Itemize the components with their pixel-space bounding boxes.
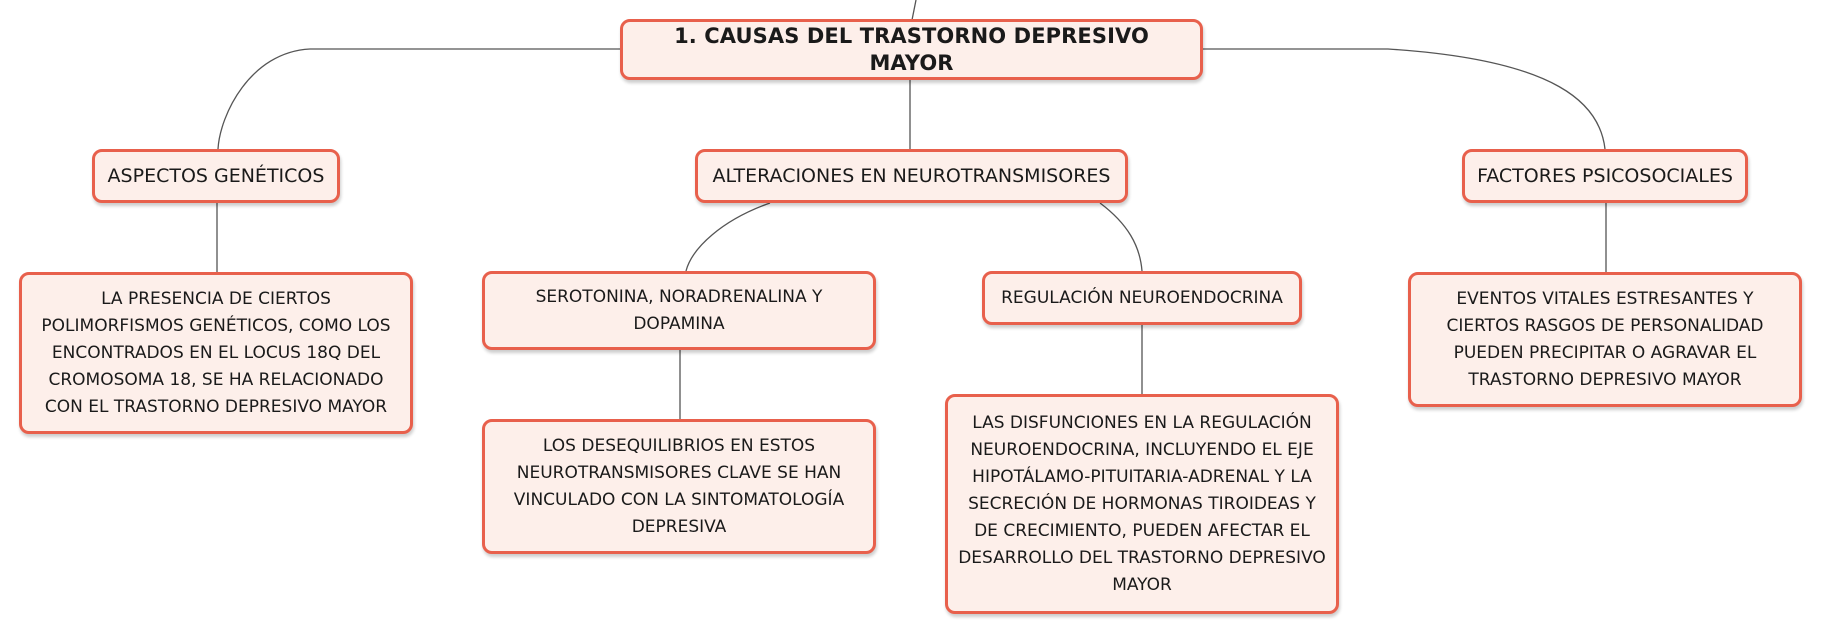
- subtopic-node-neuroendocrine[interactable]: [982, 271, 1302, 325]
- topic-node-label: FACTORES PSICOSOCIALES: [1477, 164, 1733, 187]
- subtopic-node-label: REGULACIÓN NEUROENDOCRINA: [1001, 287, 1283, 308]
- topic-node-label: ASPECTOS GENÉTICOS: [107, 164, 325, 187]
- topic-node-psychosocial-factors[interactable]: [1462, 149, 1748, 203]
- detail-node-label: EVENTOS VITALES ESTRESANTES Y CIERTOS RASGOS DE PERSONALIDAD PUEDEN PRECIPITAR O AGRAVAR EL TRASTORNO DEPRESIVO MAYOR: [1446, 288, 1764, 390]
- connector-neuro-to-serotonin: [686, 203, 770, 271]
- connector-root-to-psychosocial: [1203, 49, 1605, 149]
- detail-node-serotonin[interactable]: [482, 419, 876, 554]
- detail-node-genetic[interactable]: [19, 272, 413, 434]
- topic-node-genetic-aspects[interactable]: [92, 149, 340, 203]
- subtopic-node-label: SEROTONINA, NORADRENALINA Y DOPAMINA: [535, 286, 823, 334]
- detail-node-psychosocial[interactable]: [1408, 272, 1802, 407]
- connector-neuro-to-neuroendocrine: [1100, 203, 1142, 271]
- connector-parent-to-root: [912, 0, 916, 20]
- detail-node-neuroendocrine[interactable]: [945, 394, 1339, 614]
- detail-node-label: LOS DESEQUILIBRIOS EN ESTOS NEUROTRANSMISORES CLAVE SE HAN VINCULADO CON LA SINTOMATOLOGÍA DEPRESIVA: [513, 435, 845, 537]
- connector-root-to-genetic: [218, 49, 620, 149]
- topic-node-label: ALTERACIONES EN NEUROTRANSMISORES: [712, 164, 1111, 187]
- subtopic-node-serotonin[interactable]: [482, 271, 876, 350]
- detail-node-label: LAS DISFUNCIONES EN LA REGULACIÓN NEUROENDOCRINA, INCLUYENDO EL EJE HIPOTÁLAMO-PITUITARIA-ADRENAL Y LA SECRECIÓN DE HORMONAS TIROIDEAS Y DE CRECIMIENTO, PUEDEN AFECTAR EL DESARROLLO DEL TRASTORNO DEPRESIVO MAYOR: [958, 412, 1326, 595]
- topic-node-neurotransmitter-alterations[interactable]: [695, 149, 1128, 203]
- root-node-title[interactable]: [620, 19, 1203, 80]
- detail-node-label: LA PRESENCIA DE CIERTOS POLIMORFISMOS GENÉTICOS, COMO LOS ENCONTRADOS EN EL LOCUS 18Q DEL CROMOSOMA 18, SE HA RELACIONADO CON EL TRASTORNO DEPRESIVO MAYOR: [41, 288, 391, 417]
- root-node-label: 1. CAUSAS DEL TRASTORNO DEPRESIVO MAYOR: [674, 23, 1149, 75]
